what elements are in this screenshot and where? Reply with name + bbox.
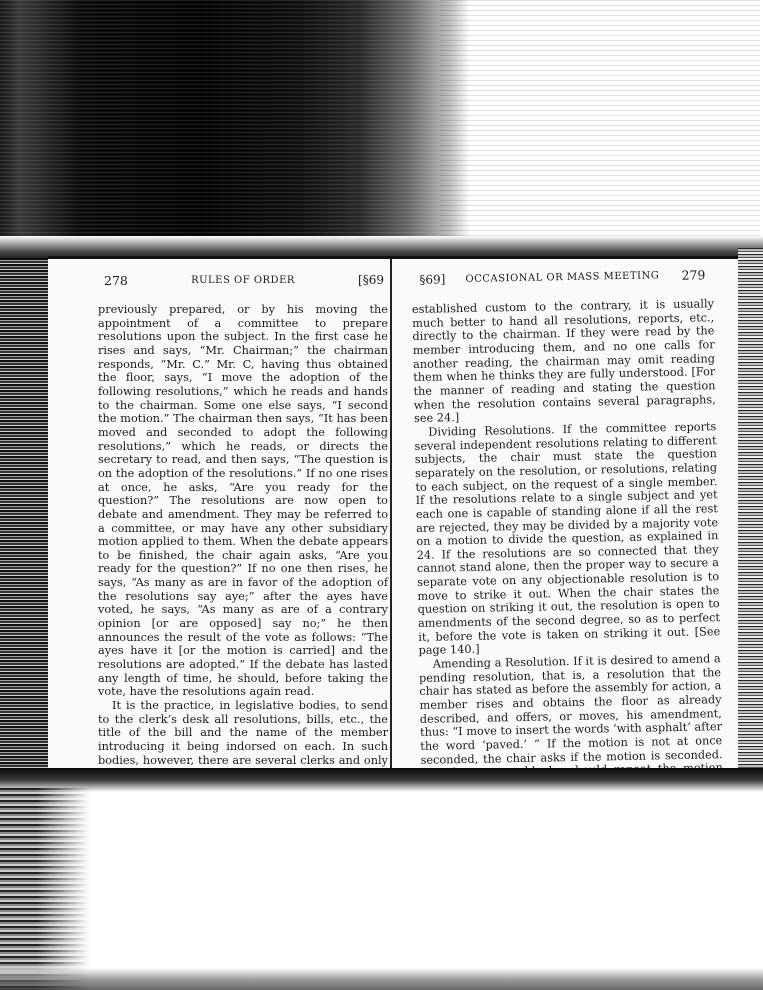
scan-streaks bbox=[0, 0, 470, 236]
scan-left-edge bbox=[0, 258, 48, 774]
scan-noise bbox=[440, 0, 760, 240]
book-gutter bbox=[390, 259, 392, 771]
running-title: RULES OF ORDER bbox=[191, 275, 295, 286]
right-page-header bbox=[411, 267, 713, 295]
paragraph: established custom to the contrary, it is usually much better to hand all resolutions, reports, etc., directly to the chairman. If they were read by the member introducing them, and no one calls for another reading, the chairman may omit reading them when he thinks they are fully understood. [For the manner of reading and stating the question when the resolution contains several paragraphs, see 24.] bbox=[411, 297, 716, 426]
paragraph: It is the practice, in legislative bodies, to send to the clerk’s desk all resolutions, bills, etc., the title of the bill and the name of the member introducing it being indorsed on each. In such bodies, however, there are several clerks and only bbox=[98, 699, 388, 767]
scan-bottom-band bbox=[0, 768, 763, 792]
paragraph: Dividing Resolutions. If the committee reports several independent resolutions relating to different subjects, the chair must state the question separately on the resolution, or resolutions, relating to each subject, on the request of a single member. If the resolutions relate to a single subject and yet each one is capable of standing alone if all the rest are rejected, they may be divided by a majority vote on a motion to divide the question, as explained in 24. If the resolutions are so connected that they cannot stand alone, then the proper way to secure a separate vote on any objectionable resolution is to move to strike it out. When the chair states the question on striking it out, the resolution is open to amendments of the second degree, so as to perfect it, before the vote is taken on striking it out. [See page 140.] bbox=[414, 420, 721, 658]
scan-right-edge bbox=[738, 248, 763, 768]
scan-bottom-left-edge bbox=[0, 788, 90, 990]
scan-bottom-line bbox=[0, 968, 763, 990]
running-title: OCCASIONAL OR MASS MEETING bbox=[465, 270, 660, 285]
paragraph: Amending a Resolution. If it is desired to amend a pending resolution, that is, a resolution that the chair has stated as before the assembly for action, a member rises and obtains the floor as already described, and offers, or moves, his amendment, thus: “I move to insert the words ‘with asphalt’ after the word ‘paved.’ ” If the motion is not at once seconded, the chair asks if the motion is seconded. bbox=[418, 652, 723, 767]
scan-top-margin bbox=[0, 0, 763, 262]
page-number: 279 bbox=[681, 267, 706, 283]
scan-bottom-margin bbox=[0, 768, 763, 990]
section-reference: [§69 bbox=[358, 273, 384, 287]
book-spread bbox=[48, 256, 738, 774]
page-number: 278 bbox=[104, 273, 128, 288]
right-page-body bbox=[412, 297, 724, 822]
right-page bbox=[411, 253, 723, 771]
section-reference: §69] bbox=[419, 272, 446, 287]
left-page bbox=[98, 259, 388, 771]
paragraph: previously prepared, or by his moving the appointment of a committee to prepare resolutions upon the subject. In the first case he rises and says, “Mr. Chairman;” the chairman responds, “Mr. C.” Mr. C, having thus obtained the floor, says, “I move the adoption of the following resolutions,” which he reads and hands to the chairman. Some one else says, “I second the motion.” The chairman then says, “It has been moved and seconded to adopt the following resolutions,” which he reads, or directs the secretary to read, and then says, “The question is on the adoption of the resolutions.” If no one rises at once, he asks, “Are you ready for the question?” The resolutions are now open to debate and amendment. They may be referred to a committee, or may have any other subsidiary motion applied to them. When the debate appears to be finished, the chair again asks, “Are you ready for the question?” If no one then rises, he says, “As many as are in favor of the adoption of the resolutions say aye;” after the ayes have voted, he says, “As many as are of a contrary opinion [or are opposed] say no;” he then announces the result of the vote as follows: “The ayes have it [or the motion is carried] and the resolutions are adopted.” If the debate has lasted any length of time, he should, before taking the vote, have the resolutions again read. bbox=[98, 303, 388, 699]
left-page-header bbox=[98, 273, 388, 295]
